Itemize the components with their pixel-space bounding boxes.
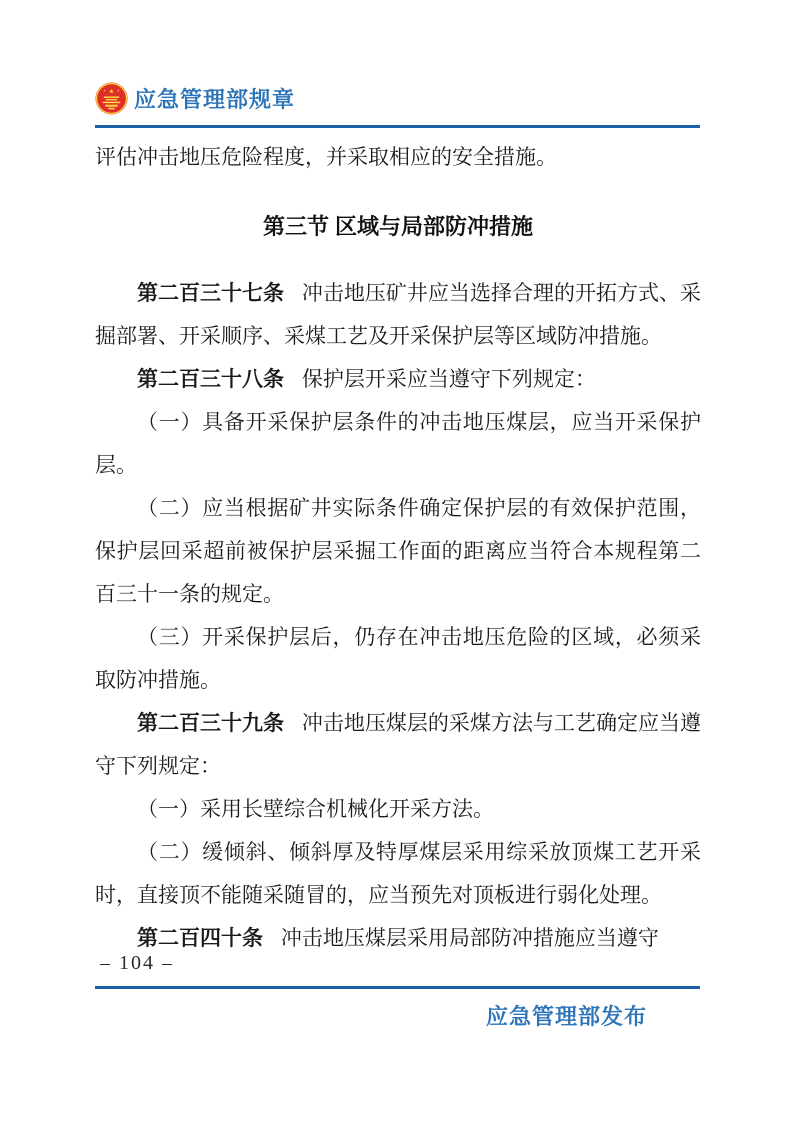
section-heading: 第三节 区域与局部防冲措施 [262, 214, 534, 239]
article-paragraph [95, 788, 701, 831]
svg-text:★: ★ [108, 88, 115, 96]
article-text: （三）开采保护层后，仍存在冲击地压危险的区域，必须采取防冲措施。 [95, 625, 701, 692]
article-text: 冲击地压煤层采用局部防冲措施应当遵守 [280, 926, 659, 950]
article-text: 冲击地压煤层的采煤方法与工艺确定应当遵守下列规定： [95, 711, 702, 778]
article-paragraph [95, 616, 701, 702]
article-number: 第二百三十八条 [137, 368, 284, 391]
article-text: （一）具备开采保护层条件的冲击地压煤层，应当开采保护层。 [95, 410, 701, 477]
footer-divider [95, 986, 700, 989]
svg-text:★: ★ [116, 88, 120, 93]
article-text: 冲击地压矿井应当选择合理的开拓方式、采掘部署、开采顺序、采煤工艺及开采保护层等区域防冲措施。 [95, 281, 702, 348]
page-number: – 104 – [100, 952, 174, 974]
header-divider [95, 125, 700, 128]
article-paragraph [95, 702, 701, 788]
article-paragraph [95, 272, 701, 358]
header-agency-label: 应急管理部规章 [134, 87, 296, 112]
article-number: 第二百四十条 [137, 927, 263, 950]
article-text: （一）采用长壁综合机械化开采方法。 [137, 797, 494, 821]
article-text: （二）缓倾斜、倾斜厚及特厚煤层采用综采放顶煤工艺开采时，直接顶不能随采随冒的，应当预先对顶板进行弱化处理。 [95, 840, 701, 907]
article-paragraph [95, 401, 701, 487]
document-body [95, 136, 701, 960]
article-number: 第二百三十七条 [137, 282, 285, 305]
continuation-line: 评估冲击地压危险程度，并采取相应的安全措施。 [95, 145, 557, 169]
national-emblem-icon [95, 82, 128, 115]
svg-text:★: ★ [103, 88, 107, 93]
article-paragraph [95, 487, 701, 616]
article-paragraph [95, 358, 701, 401]
article-paragraph [95, 831, 701, 917]
article-paragraphs [95, 272, 701, 960]
article-text: 保护层开采应当遵守下列规定： [301, 367, 596, 391]
page-header [95, 82, 700, 115]
footer-publisher: 应急管理部发布 [485, 1004, 647, 1029]
article-number: 第二百三十九条 [137, 712, 285, 735]
article-paragraph [95, 917, 701, 960]
article-text: （二）应当根据矿井实际条件确定保护层的有效保护范围，保护层回采超前被保护层采掘工作面的距离应当符合本规程第二百三十一条的规定。 [95, 496, 701, 606]
